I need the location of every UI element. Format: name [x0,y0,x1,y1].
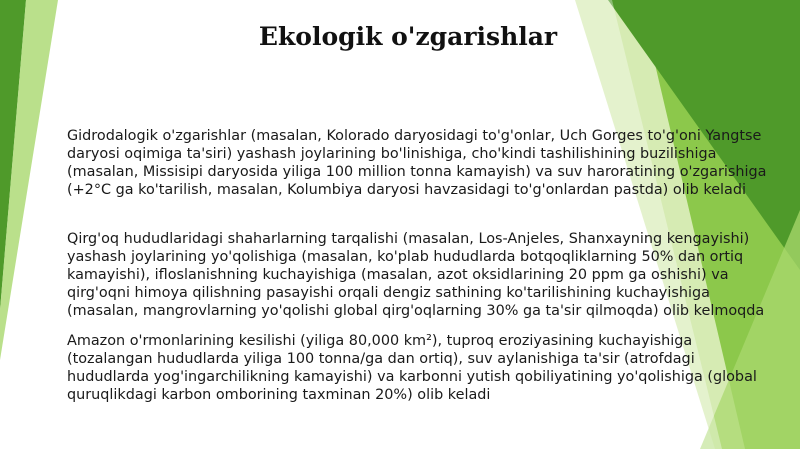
paragraph-coastal-urban-sprawl: Qirg'oq hududlaridagi shaharlarning tarqalishi (masalan, Los-Anjeles, Shanxayning kengayishi) yashash joylarining yo'qolishiga (masalan, ko'plab hududlarda botqoqliklarning 50% dan ortiq kamayishi), ifloslanishning kuchayishiga (masalan, azot oksidlarining 20 ppm ga oshishi) va qirg'oqni himoya qilishning pasayishi orqali dengiz sathining ko'tarilishining kuchayishiga (masalan, mangrovlarning yo'qolishi global qirg'oqlarning 30% ga ta'sir qilmoqda) olib kelmoqda [67,231,765,319]
paragraph-hydrological-changes: Gidrodalogik o'zgarishlar (masalan, Kolorado daryosidagi to'g'onlar, Uch Gorges to'g'oni Yangtse daryosi oqimiga ta'siri) yashash joylarining bo'linishiga, cho'kindi tashilishining buzilishiga (masalan, Missisipi daryosida yiliga 100 million tonna kamayish) va suv haroratining o'zgarishiga (+2°C ga ko'tarilish, masalan, Kolumbiya daryosi havzasidagi to'g'onlardan pastda) olib keladi [67,128,767,198]
paragraph-amazon-deforestation: Amazon o'rmonlarining kesilishi (yiliga 80,000 km²), tuproq eroziyasining kuchayishiga (tozalangan hududlarda yiliga 100 tonna/ga dan ortiq), suv aylanishiga ta'sir (atrofdagi hududlarda yog'ingarchilikning kamayishi) va karbonni yutish qobiliyatining yo'qolishiga (global quruqlikdagi karbon omborining taxminan 20%) olib keladi [67,333,757,403]
slide-title: Ekologik o'zgarishlar [258,22,558,51]
